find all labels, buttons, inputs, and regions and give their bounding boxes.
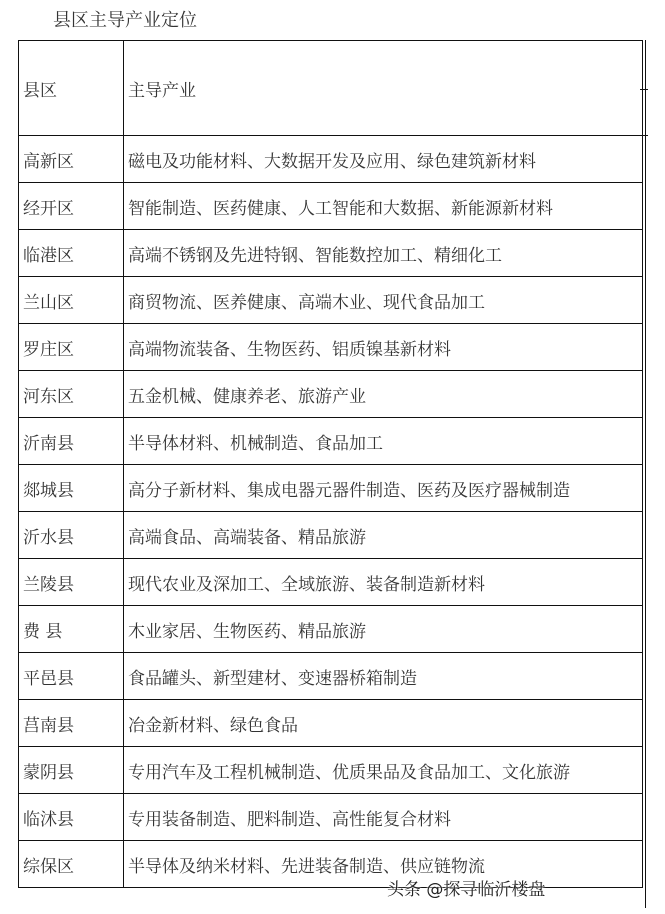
county-cell: 罗庄区 bbox=[19, 324, 124, 371]
county-cell: 高新区 bbox=[19, 136, 124, 183]
table-row bbox=[19, 183, 643, 230]
industry-cell: 冶金新材料、绿色食品 bbox=[124, 700, 643, 747]
county-cell: 沂南县 bbox=[19, 418, 124, 465]
table-row bbox=[19, 324, 643, 371]
industry-cell: 专用汽车及工程机械制造、优质果品及食品加工、文化旅游 bbox=[124, 747, 643, 794]
county-cell: 临沭县 bbox=[19, 794, 124, 841]
table-header-row bbox=[19, 41, 643, 136]
table-row bbox=[19, 559, 643, 606]
county-cell: 综保区 bbox=[19, 841, 124, 888]
industry-cell: 商贸物流、医养健康、高端木业、现代食品加工 bbox=[124, 277, 643, 324]
table-row bbox=[19, 512, 643, 559]
industry-cell: 现代农业及深加工、全域旅游、装备制造新材料 bbox=[124, 559, 643, 606]
county-cell: 经开区 bbox=[19, 183, 124, 230]
page-title: 县区主导产业定位 bbox=[53, 10, 197, 31]
table-row bbox=[19, 136, 643, 183]
industry-cell: 高端物流装备、生物医药、铝质镍基新材料 bbox=[124, 324, 643, 371]
industry-cell: 高端食品、高端装备、精品旅游 bbox=[124, 512, 643, 559]
county-cell: 费 县 bbox=[19, 606, 124, 653]
table-divider bbox=[640, 135, 648, 136]
industry-cell: 高分子新材料、集成电器元器件制造、医药及医疗器械制造 bbox=[124, 465, 643, 512]
county-cell: 莒南县 bbox=[19, 700, 124, 747]
county-cell: 郯城县 bbox=[19, 465, 124, 512]
county-cell: 兰陵县 bbox=[19, 559, 124, 606]
column-header-industry: 主导产业 bbox=[124, 41, 643, 136]
table-divider bbox=[640, 89, 648, 90]
industry-cell: 半导体及纳米材料、先进装备制造、供应链物流 bbox=[124, 841, 643, 888]
industry-cell: 食品罐头、新型建材、变速器桥箱制造 bbox=[124, 653, 643, 700]
table-row bbox=[19, 700, 643, 747]
industry-cell: 五金机械、健康养老、旅游产业 bbox=[124, 371, 643, 418]
watermark: 头条 @探寻临沂楼盘 bbox=[387, 880, 546, 900]
industry-table bbox=[18, 40, 643, 888]
table-row bbox=[19, 794, 643, 841]
industry-cell: 木业家居、生物医药、精品旅游 bbox=[124, 606, 643, 653]
table-row bbox=[19, 747, 643, 794]
industry-cell: 半导体材料、机械制造、食品加工 bbox=[124, 418, 643, 465]
table-row bbox=[19, 841, 643, 888]
table-row bbox=[19, 371, 643, 418]
table-row bbox=[19, 606, 643, 653]
table-row bbox=[19, 230, 643, 277]
table-row bbox=[19, 465, 643, 512]
table-extra-column bbox=[640, 40, 646, 908]
county-cell: 临港区 bbox=[19, 230, 124, 277]
county-cell: 蒙阴县 bbox=[19, 747, 124, 794]
county-cell: 河东区 bbox=[19, 371, 124, 418]
table-row bbox=[19, 653, 643, 700]
industry-cell: 磁电及功能材料、大数据开发及应用、绿色建筑新材料 bbox=[124, 136, 643, 183]
industry-cell: 专用装备制造、肥料制造、高性能复合材料 bbox=[124, 794, 643, 841]
table-row bbox=[19, 277, 643, 324]
column-header-county: 县区 bbox=[19, 41, 124, 136]
county-cell: 平邑县 bbox=[19, 653, 124, 700]
county-cell: 沂水县 bbox=[19, 512, 124, 559]
industry-cell: 高端不锈钢及先进特钢、智能数控加工、精细化工 bbox=[124, 230, 643, 277]
county-cell: 兰山区 bbox=[19, 277, 124, 324]
industry-cell: 智能制造、医药健康、人工智能和大数据、新能源新材料 bbox=[124, 183, 643, 230]
table-row bbox=[19, 418, 643, 465]
